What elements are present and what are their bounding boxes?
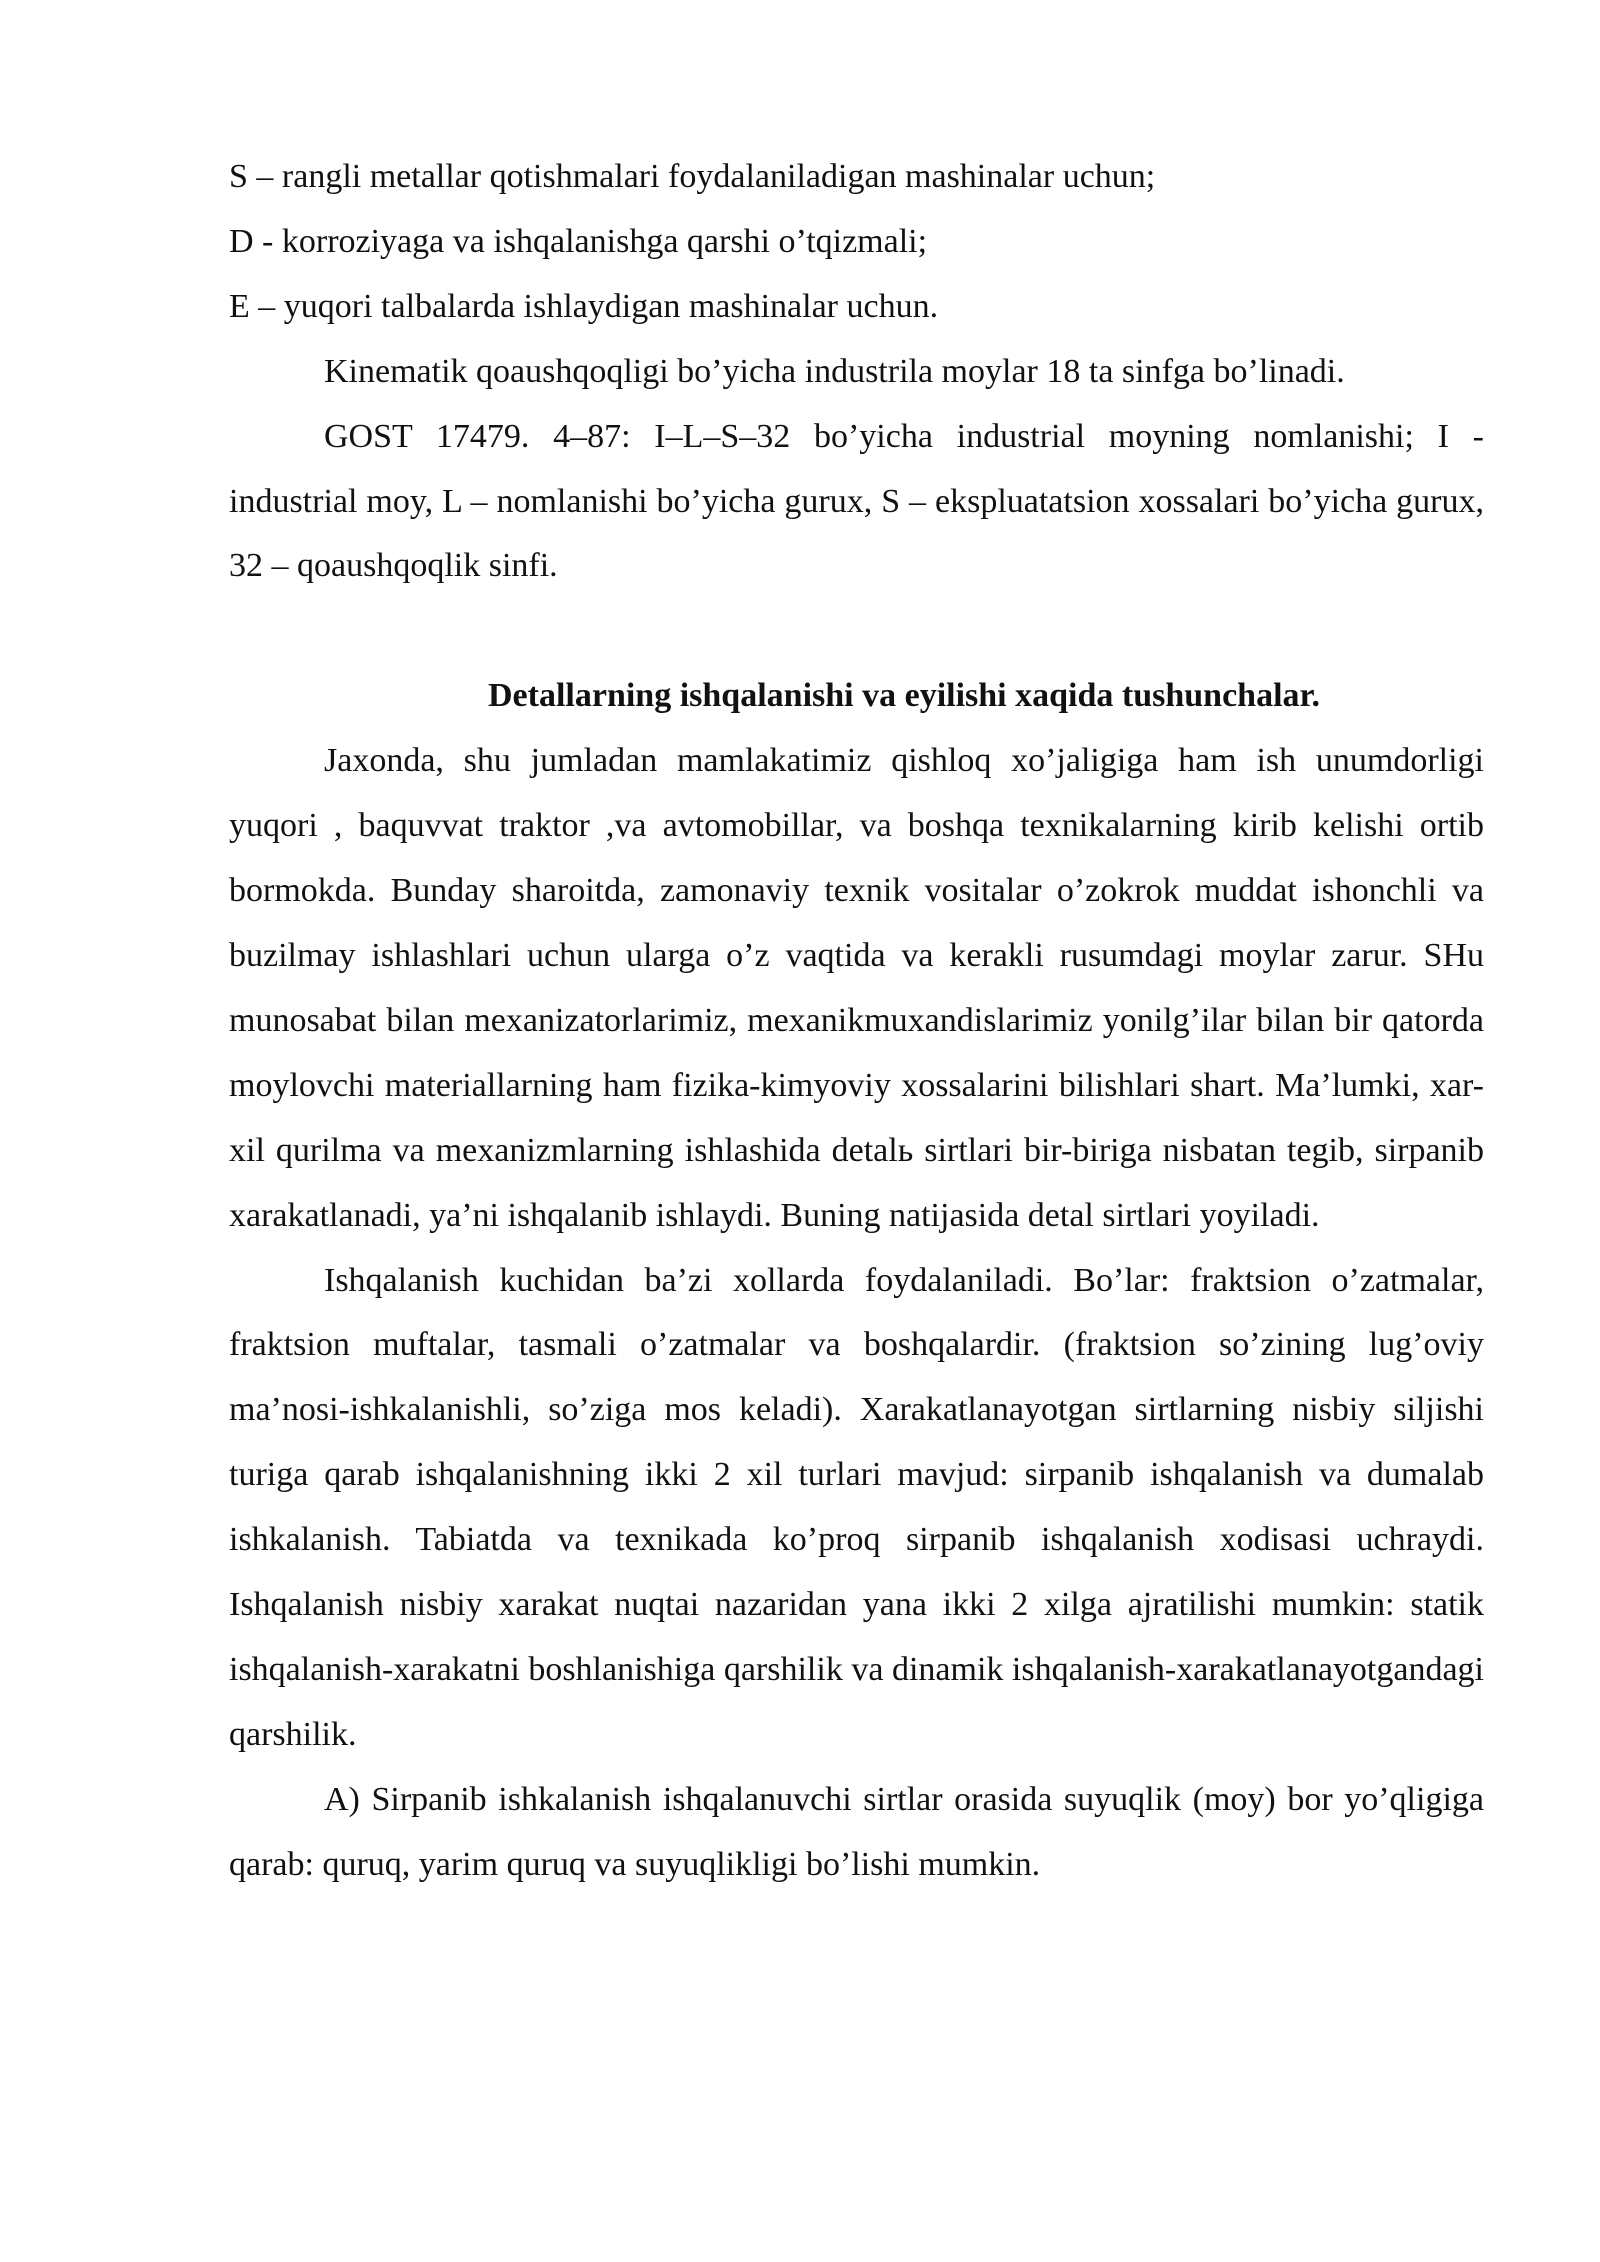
list-line-d: D - korroziyaga va ishqalanishga qarshi o’tqizmali; [229, 222, 928, 260]
list-line-e: E – yuqori talbalarda ishlaydigan mashinalar uchun. [229, 287, 939, 325]
paragraph-friction-types: Ishqalanish kuchidan ba’zi xollarda foydalaniladi. Bo’lar: fraktsion o’zatmalar, fraktsion muftalar, tasmali o’zatmalar va boshqalardir. (fraktsion so’zining lug’oviy ma’nosi-ishkalanishli, so’ziga mos keladi). Xarakatlanayotgan sirtlarning nisbiy siljishi turiga qarab ishqalanishning ikki 2 xil turlari mavjud: sirpanib ishqalanish va dumalab ishkalanish. Tabiatda va texnikada ko’proq sirpanib ishqalanish xodisasi uchraydi. Ishqalanish nisbiy xarakat nuqtai nazaridan yana ikki 2 xilga ajratilishi mumkin: statik ishqalanish-xarakatni boshlanishiga qarshilik va dinamik ishqalanish-xarakatlanayotgandagi qarshilik. [229, 1261, 1484, 1753]
paragraph-intro: Jaxonda, shu jumladan mamlakatimiz qishloq xo’jaligiga ham ish unumdorligi yuqori , baquvvat traktor ,va avtomobillar, va boshqa texnikalarning kirib kelishi ortib bormokda. Bunday sharoitda, zamonaviy texnik vositalar o’zokrok muddat ishonchli va buzilmay ishlashlari uchun ularga o’z vaqtida va kerakli rusumdagi moylar zarur. SHu munosabat bilan mexanizatorlarimiz, mexanikmuxandislarimiz yonilg’ilar bilan bir qatorda moylovchi materiallarning ham fizika-kimyoviy xossalarini bilishlari shart. Ma’lumki, xar-xil qurilma va mexanizmlarning ishlashida detalь sirtlari bir-biriga nisbatan tegib, sirpanib xarakatlanadi, ya’ni ishqalanib ishlaydi. Buning natijasida detal sirtlari yoyiladi. [229, 742, 1484, 1234]
paragraph-gost: GOST 17479. 4–87: I–L–S–32 bo’yicha industrial moyning nomlanishi; I - industrial moy, L – nomlanishi bo’yicha gurux, S – ekspluatatsion xossalari bo’yicha gurux, 32 – qoaushqoqlik sinfi. [229, 417, 1484, 585]
section-heading: Detallarning ishqalanishi va eyilishi xaqida tushunchalar. [488, 677, 1320, 715]
paragraph-kinematic: Kinematik qoaushqoqligi bo’yicha industrila moylar 18 ta sinfga bo’linadi. [324, 352, 1345, 390]
list-line-s: S – rangli metallar qotishmalari foydalaniladigan mashinalar uchun; [229, 158, 1156, 195]
paragraph-sliding-friction: A) Sirpanib ishkalanish ishqalanuvchi sirtlar orasida suyuqlik (moy) bor yo’qligiga qarab: quruq, yarim quruq va suyuqlikligi bo’lishi mumkin. [229, 1780, 1484, 1883]
document-page [229, 145, 1484, 1898]
